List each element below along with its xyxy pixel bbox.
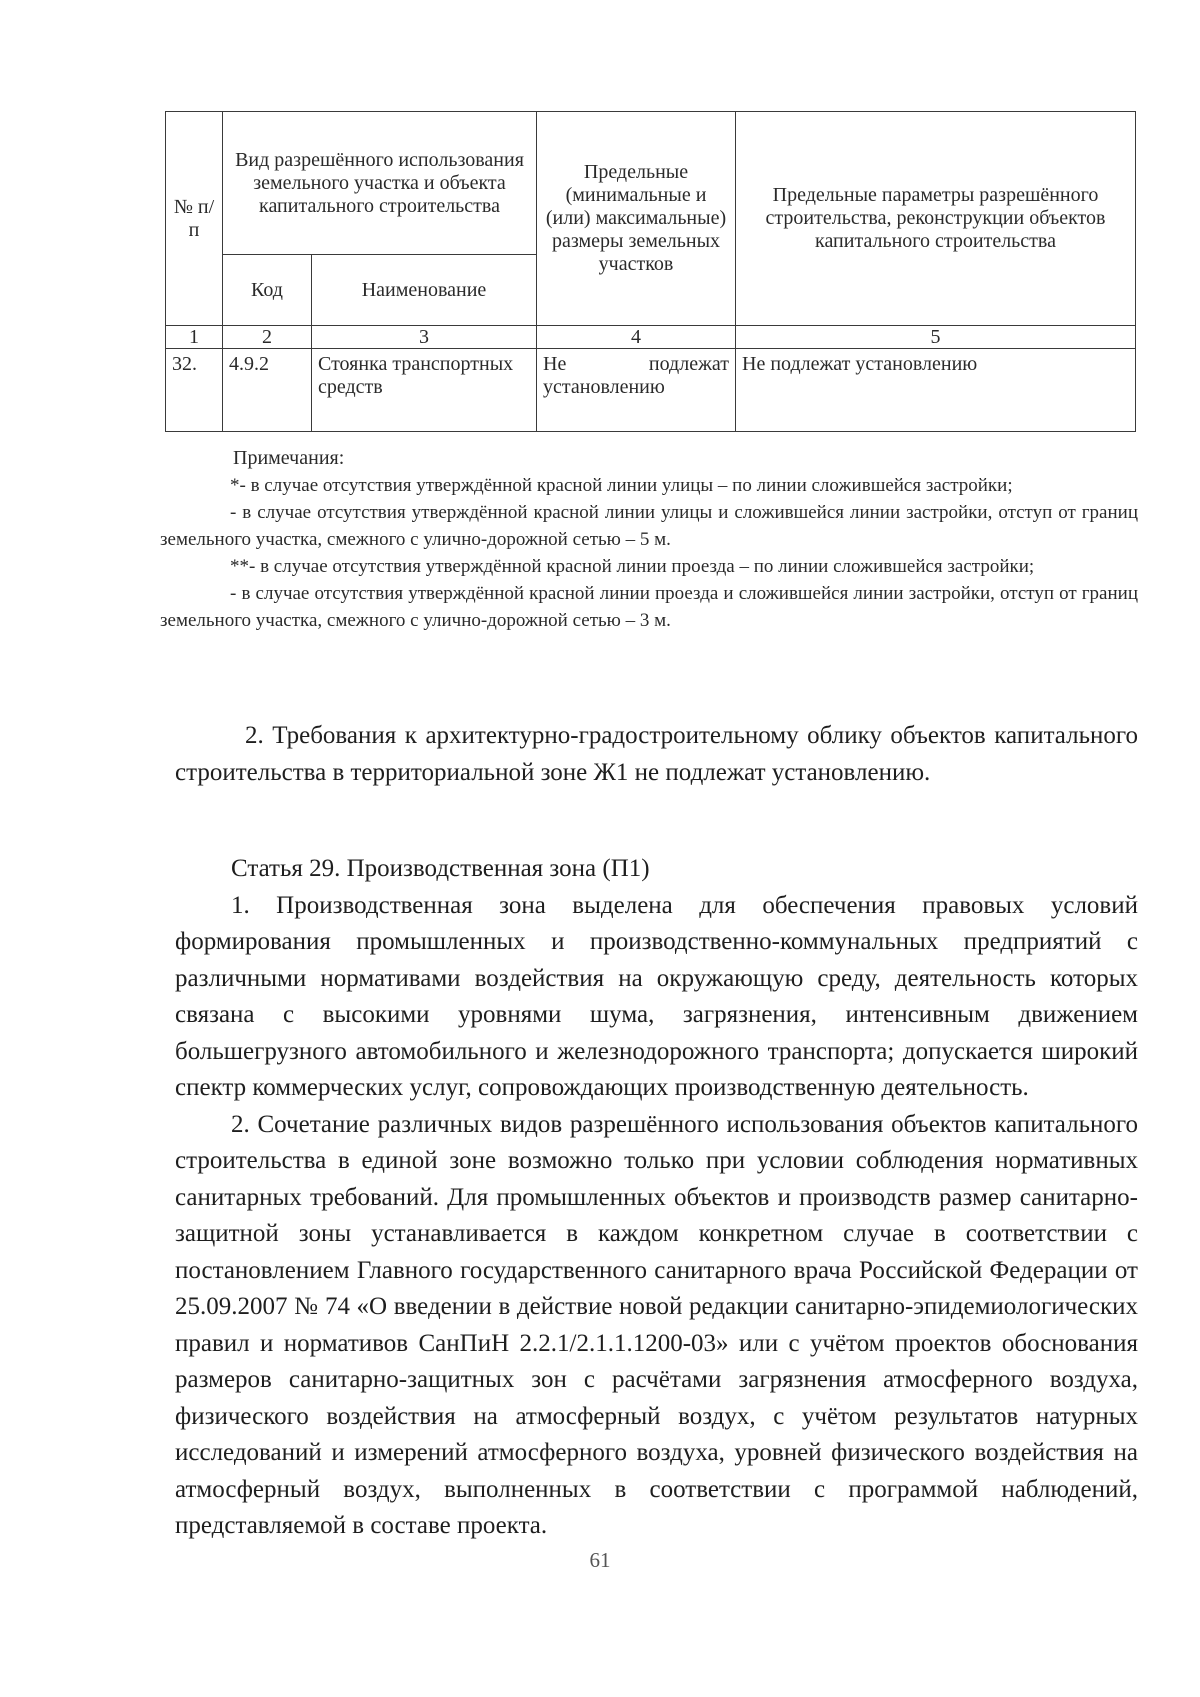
header-code: Код	[223, 255, 312, 326]
article-paragraph: 2. Сочетание различных видов разрешённого использования объектов капитального строительства в единой зоне возможно только при условии соблюдения нормативных санитарных требований. Для промышленных объектов и производств размер санитарно-защитной зоны устанавливается в каждом конкретном случае в соответствии с постановлением Главного государственного санитарного врача Российской Федерации от 25.09.2007 № 74 «О введении в действие новой редакции санитарно-эпидемиологических правил и нормативов СанПиН 2.2.1/2.1.1.1200-03» или с учётом проектов обоснования размеров санитарно-защитных зон с расчётами загрязнения атмосферного воздуха, физического воздействия на атмосферный воздух, с учётом результатов натурных исследований и измерений атмосферного воздуха, уровней физического воздействия на атмосферный воздух, выполненных в соответствии с программой наблюдений, представляемой в составе проекта.	[175, 1110, 1138, 1539]
column-number: 3	[312, 326, 537, 349]
table-header-row	[166, 112, 1136, 255]
article-block	[175, 851, 1138, 1545]
header-params: Предельные параметры разрешённого строительства, реконструкции объектов капитального строительства	[736, 112, 1136, 326]
table-row	[166, 349, 1136, 432]
column-number: 1	[166, 326, 223, 349]
cell-name: Стоянка транспортных средств	[312, 349, 537, 432]
requirements-block	[175, 718, 1138, 791]
cell-code: 4.9.2	[223, 349, 312, 432]
zoning-table	[165, 111, 1136, 432]
header-num: № п/п	[166, 112, 223, 326]
cell-params: Не подлежат установлению	[736, 349, 1136, 432]
column-number: 5	[736, 326, 1136, 349]
notes-block	[160, 445, 1138, 634]
article-paragraph: 1. Производственная зона выделена для обеспечения правовых условий формирования промышленных и производственно-коммунальных предприятий с различными нормативами воздействия на окружающую среду, деятельность которых связана с высокими уровнями шума, загрязнения, интенсивным движением большегрузного автомобильного и железнодорожного транспорта; допускается широкий спектр коммерческих услуг, сопровождающих производственную деятельность.	[175, 891, 1138, 1101]
cell-sizes: Не подлежат установлению	[537, 349, 736, 432]
column-number: 2	[223, 326, 312, 349]
header-name: Наименование	[312, 255, 537, 326]
note-item: **- в случае отсутствия утверждённой красной линии проезда – по линии сложившейся застройки;	[230, 556, 1035, 577]
header-usage-group: Вид разрешённого использования земельного участка и объекта капитального строительства	[223, 112, 537, 255]
column-number-row	[166, 326, 1136, 349]
article-heading: Статья 29. Производственная зона (П1)	[231, 855, 650, 882]
header-sizes: Предельные (минимальные и (или) максимальные) размеры земельных участков	[537, 112, 736, 326]
page-number: 61	[589, 1548, 611, 1572]
requirements-paragraph: 2. Требования к архитектурно-градостроительному облику объектов капитального строительства в территориальной зоне Ж1 не подлежат установлению.	[175, 722, 1138, 786]
cell-num: 32.	[166, 349, 223, 432]
column-number: 4	[537, 326, 736, 349]
notes-title: Примечания:	[233, 447, 345, 469]
note-item: *- в случае отсутствия утверждённой красной линии улицы – по линии сложившейся застройки;	[230, 475, 1013, 496]
note-item: - в случае отсутствия утверждённой красной линии улицы и сложившейся линии застройки, отступ от границ земельного участка, смежного с улично-дорожной сетью – 5 м.	[160, 502, 1138, 550]
note-item: - в случае отсутствия утверждённой красной линии проезда и сложившейся линии застройки, отступ от границ земельного участка, смежного с улично-дорожной сетью – 3 м.	[160, 583, 1138, 631]
